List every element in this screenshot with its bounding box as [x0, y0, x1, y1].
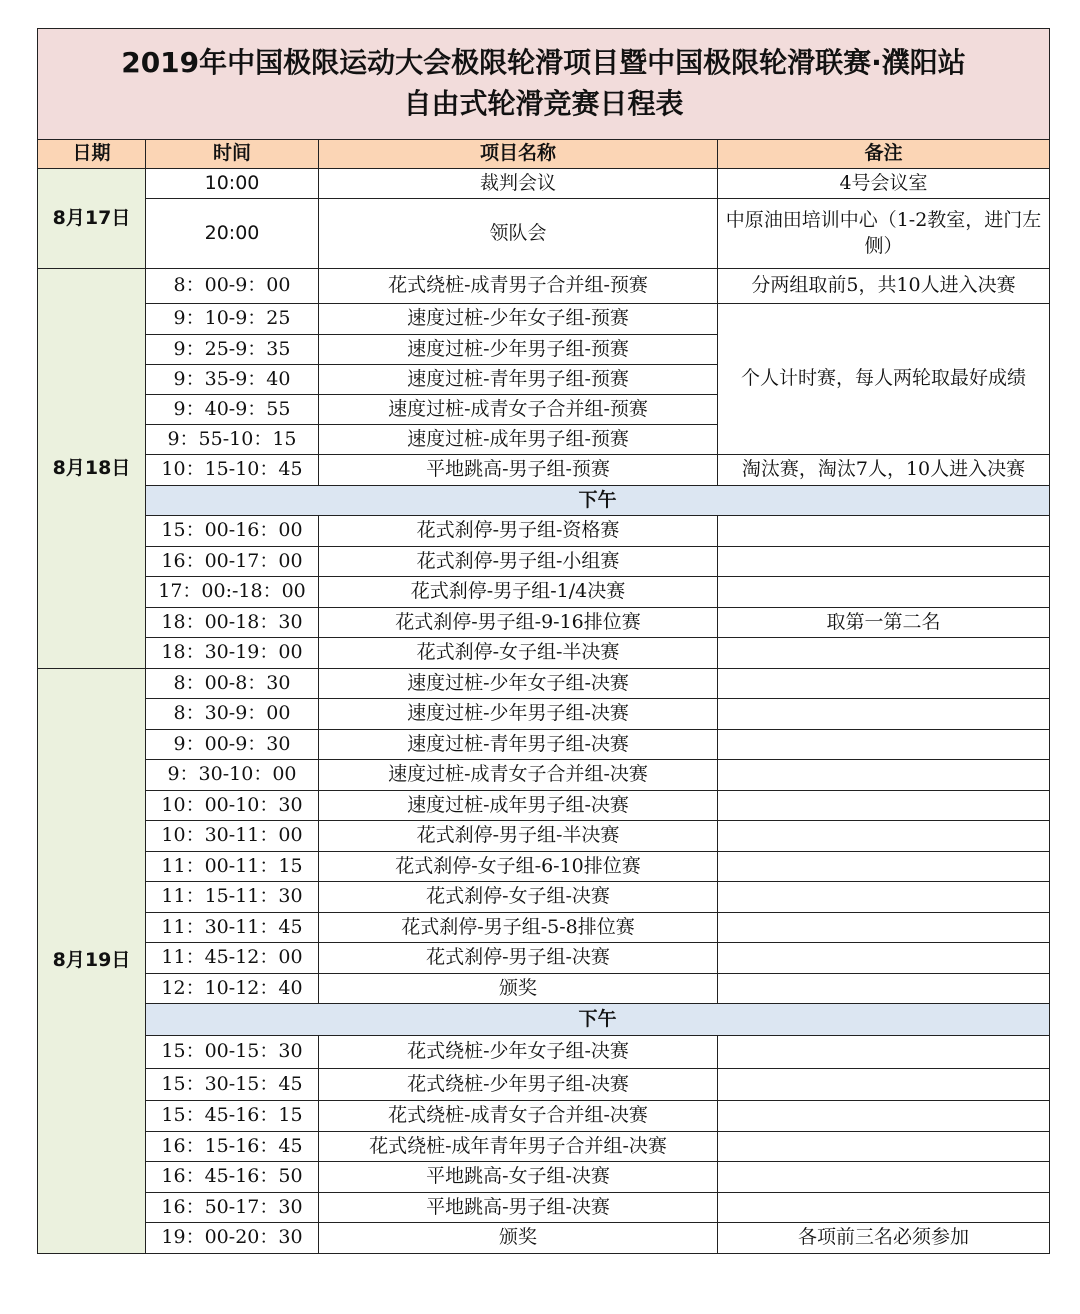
event-cell: 花式刹停-女子组-6-10排位赛 [319, 852, 718, 882]
header-date: 日期 [38, 140, 146, 169]
time-cell: 9：25-9：35 [146, 335, 319, 365]
title-line-1: 2019年中国极限运动大会极限轮滑项目暨中国极限轮滑联赛·濮阳站 [121, 46, 966, 80]
table-row [38, 169, 1050, 199]
time-cell: 9：30-10：00 [146, 760, 319, 791]
note-cell [718, 821, 1050, 852]
event-cell: 领队会 [319, 199, 718, 269]
note-cell [718, 974, 1050, 1004]
note-cell [718, 1162, 1050, 1193]
table-row [38, 974, 1050, 1004]
time-cell: 19：00-20：30 [146, 1223, 319, 1254]
date-cell: 8月19日 [38, 669, 146, 1254]
note-cell [718, 1036, 1050, 1069]
table-row [38, 1132, 1050, 1162]
event-cell: 速度过桩-成青女子合并组-预赛 [319, 395, 718, 425]
event-cell: 裁判会议 [319, 169, 718, 199]
event-cell: 花式刹停-男子组-9-16排位赛 [319, 608, 718, 638]
time-cell: 16：50-17：30 [146, 1193, 319, 1223]
time-cell: 16：00-17：00 [146, 547, 319, 577]
time-cell: 18：00-18：30 [146, 608, 319, 638]
table-row [38, 760, 1050, 791]
event-cell: 速度过桩-青年男子组-预赛 [319, 365, 718, 395]
event-cell: 颁奖 [319, 974, 718, 1004]
time-cell: 8：30-9：00 [146, 699, 319, 730]
time-cell: 8：00-9：00 [146, 269, 319, 304]
table-row [38, 269, 1050, 304]
time-cell: 10：15-10：45 [146, 455, 319, 486]
time-cell: 15：00-16：00 [146, 516, 319, 547]
time-cell: 11：15-11：30 [146, 882, 319, 913]
event-cell: 花式刹停-男子组-5-8排位赛 [319, 913, 718, 943]
note-cell: 取第一第二名 [718, 608, 1050, 638]
table-row [38, 1223, 1050, 1254]
table-row [38, 304, 1050, 335]
note-cell [718, 1069, 1050, 1101]
header-note: 备注 [718, 140, 1050, 169]
header-event: 项目名称 [319, 140, 718, 169]
event-cell: 花式绕桩-成年青年男子合并组-决赛 [319, 1132, 718, 1162]
time-cell: 10：00-10：30 [146, 791, 319, 821]
event-cell: 速度过桩-青年男子组-决赛 [319, 730, 718, 760]
note-cell [718, 638, 1050, 669]
table-row [38, 943, 1050, 974]
event-cell: 花式绕桩-成青女子合并组-决赛 [319, 1101, 718, 1132]
event-cell: 花式刹停-女子组-决赛 [319, 882, 718, 913]
time-cell: 18：30-19：00 [146, 638, 319, 669]
time-cell: 15：00-15：30 [146, 1036, 319, 1069]
table-row [38, 1101, 1050, 1132]
event-cell: 花式刹停-女子组-半决赛 [319, 638, 718, 669]
afternoon-row [38, 1004, 1050, 1036]
note-cell [718, 1193, 1050, 1223]
note-cell [718, 730, 1050, 760]
table-row [38, 516, 1050, 547]
event-cell: 平地跳高-女子组-决赛 [319, 1162, 718, 1193]
afternoon-label: 下午 [146, 486, 1050, 516]
time-cell: 16：15-16：45 [146, 1132, 319, 1162]
event-cell: 速度过桩-少年女子组-预赛 [319, 304, 718, 335]
note-cell [718, 1101, 1050, 1132]
schedule-table [37, 28, 1050, 1254]
time-cell: 9：55-10：15 [146, 425, 319, 455]
event-cell: 速度过桩-成年男子组-预赛 [319, 425, 718, 455]
event-cell: 花式绕桩-成青男子合并组-预赛 [319, 269, 718, 304]
note-cell [718, 547, 1050, 577]
note-cell: 个人计时赛，每人两轮取最好成绩 [718, 304, 1050, 455]
event-cell: 平地跳高-男子组-决赛 [319, 1193, 718, 1223]
note-cell: 4号会议室 [718, 169, 1050, 199]
table-row [38, 577, 1050, 608]
time-cell: 15：30-15：45 [146, 1069, 319, 1101]
note-cell [718, 1132, 1050, 1162]
time-cell: 9：00-9：30 [146, 730, 319, 760]
afternoon-row [38, 486, 1050, 516]
note-cell [718, 516, 1050, 547]
date-cell: 8月18日 [38, 269, 146, 669]
table-row [38, 882, 1050, 913]
event-cell: 花式刹停-男子组-决赛 [319, 943, 718, 974]
note-cell [718, 913, 1050, 943]
event-cell: 速度过桩-少年男子组-预赛 [319, 335, 718, 365]
time-cell: 8：00-8：30 [146, 669, 319, 699]
time-cell: 9：40-9：55 [146, 395, 319, 425]
table-row [38, 730, 1050, 760]
afternoon-label: 下午 [146, 1004, 1050, 1036]
time-cell: 10:00 [146, 169, 319, 199]
event-cell: 花式刹停-男子组-1/4决赛 [319, 577, 718, 608]
table-row [38, 699, 1050, 730]
note-cell [718, 943, 1050, 974]
table-row [38, 199, 1050, 269]
event-cell: 速度过桩-少年女子组-决赛 [319, 669, 718, 699]
event-cell: 花式刹停-男子组-资格赛 [319, 516, 718, 547]
time-cell: 11：30-11：45 [146, 913, 319, 943]
time-cell: 11：00-11：15 [146, 852, 319, 882]
event-cell: 花式刹停-男子组-小组赛 [319, 547, 718, 577]
event-cell: 速度过桩-成年男子组-决赛 [319, 791, 718, 821]
header-time: 时间 [146, 140, 319, 169]
table-row [38, 852, 1050, 882]
time-cell: 11：45-12：00 [146, 943, 319, 974]
time-cell: 15：45-16：15 [146, 1101, 319, 1132]
note-cell [718, 882, 1050, 913]
table-row [38, 638, 1050, 669]
note-cell [718, 699, 1050, 730]
table-row [38, 1069, 1050, 1101]
table-row [38, 1193, 1050, 1223]
note-cell: 淘汰赛，淘汰7人，10人进入决赛 [718, 455, 1050, 486]
table-title [38, 29, 1050, 140]
header-row [38, 140, 1050, 169]
title-line-2: 自由式轮滑竞赛日程表 [403, 87, 684, 120]
event-cell: 颁奖 [319, 1223, 718, 1254]
schedule-page [37, 28, 1049, 1260]
time-cell: 20:00 [146, 199, 319, 269]
event-cell: 速度过桩-少年男子组-决赛 [319, 699, 718, 730]
table-row [38, 547, 1050, 577]
note-cell [718, 669, 1050, 699]
event-cell: 平地跳高-男子组-预赛 [319, 455, 718, 486]
table-row [38, 1162, 1050, 1193]
table-row [38, 455, 1050, 486]
note-cell [718, 791, 1050, 821]
time-cell: 12：10-12：40 [146, 974, 319, 1004]
note-cell: 分两组取前5，共10人进入决赛 [718, 269, 1050, 304]
date-cell: 8月17日 [38, 169, 146, 269]
event-cell: 花式绕桩-少年女子组-决赛 [319, 1036, 718, 1069]
time-cell: 17：00:-18：00 [146, 577, 319, 608]
note-cell: 各项前三名必须参加 [718, 1223, 1050, 1254]
note-cell [718, 760, 1050, 791]
table-row [38, 821, 1050, 852]
time-cell: 16：45-16：50 [146, 1162, 319, 1193]
time-cell: 9：35-9：40 [146, 365, 319, 395]
note-cell [718, 852, 1050, 882]
table-row [38, 669, 1050, 699]
table-row [38, 791, 1050, 821]
note-cell [718, 577, 1050, 608]
time-cell: 10：30-11：00 [146, 821, 319, 852]
time-cell: 9：10-9：25 [146, 304, 319, 335]
note-cell: 中原油田培训中心（1-2教室，进门左侧） [718, 199, 1050, 269]
table-row [38, 913, 1050, 943]
table-row [38, 608, 1050, 638]
event-cell: 花式刹停-男子组-半决赛 [319, 821, 718, 852]
table-row [38, 1036, 1050, 1069]
event-cell: 花式绕桩-少年男子组-决赛 [319, 1069, 718, 1101]
event-cell: 速度过桩-成青女子合并组-决赛 [319, 760, 718, 791]
